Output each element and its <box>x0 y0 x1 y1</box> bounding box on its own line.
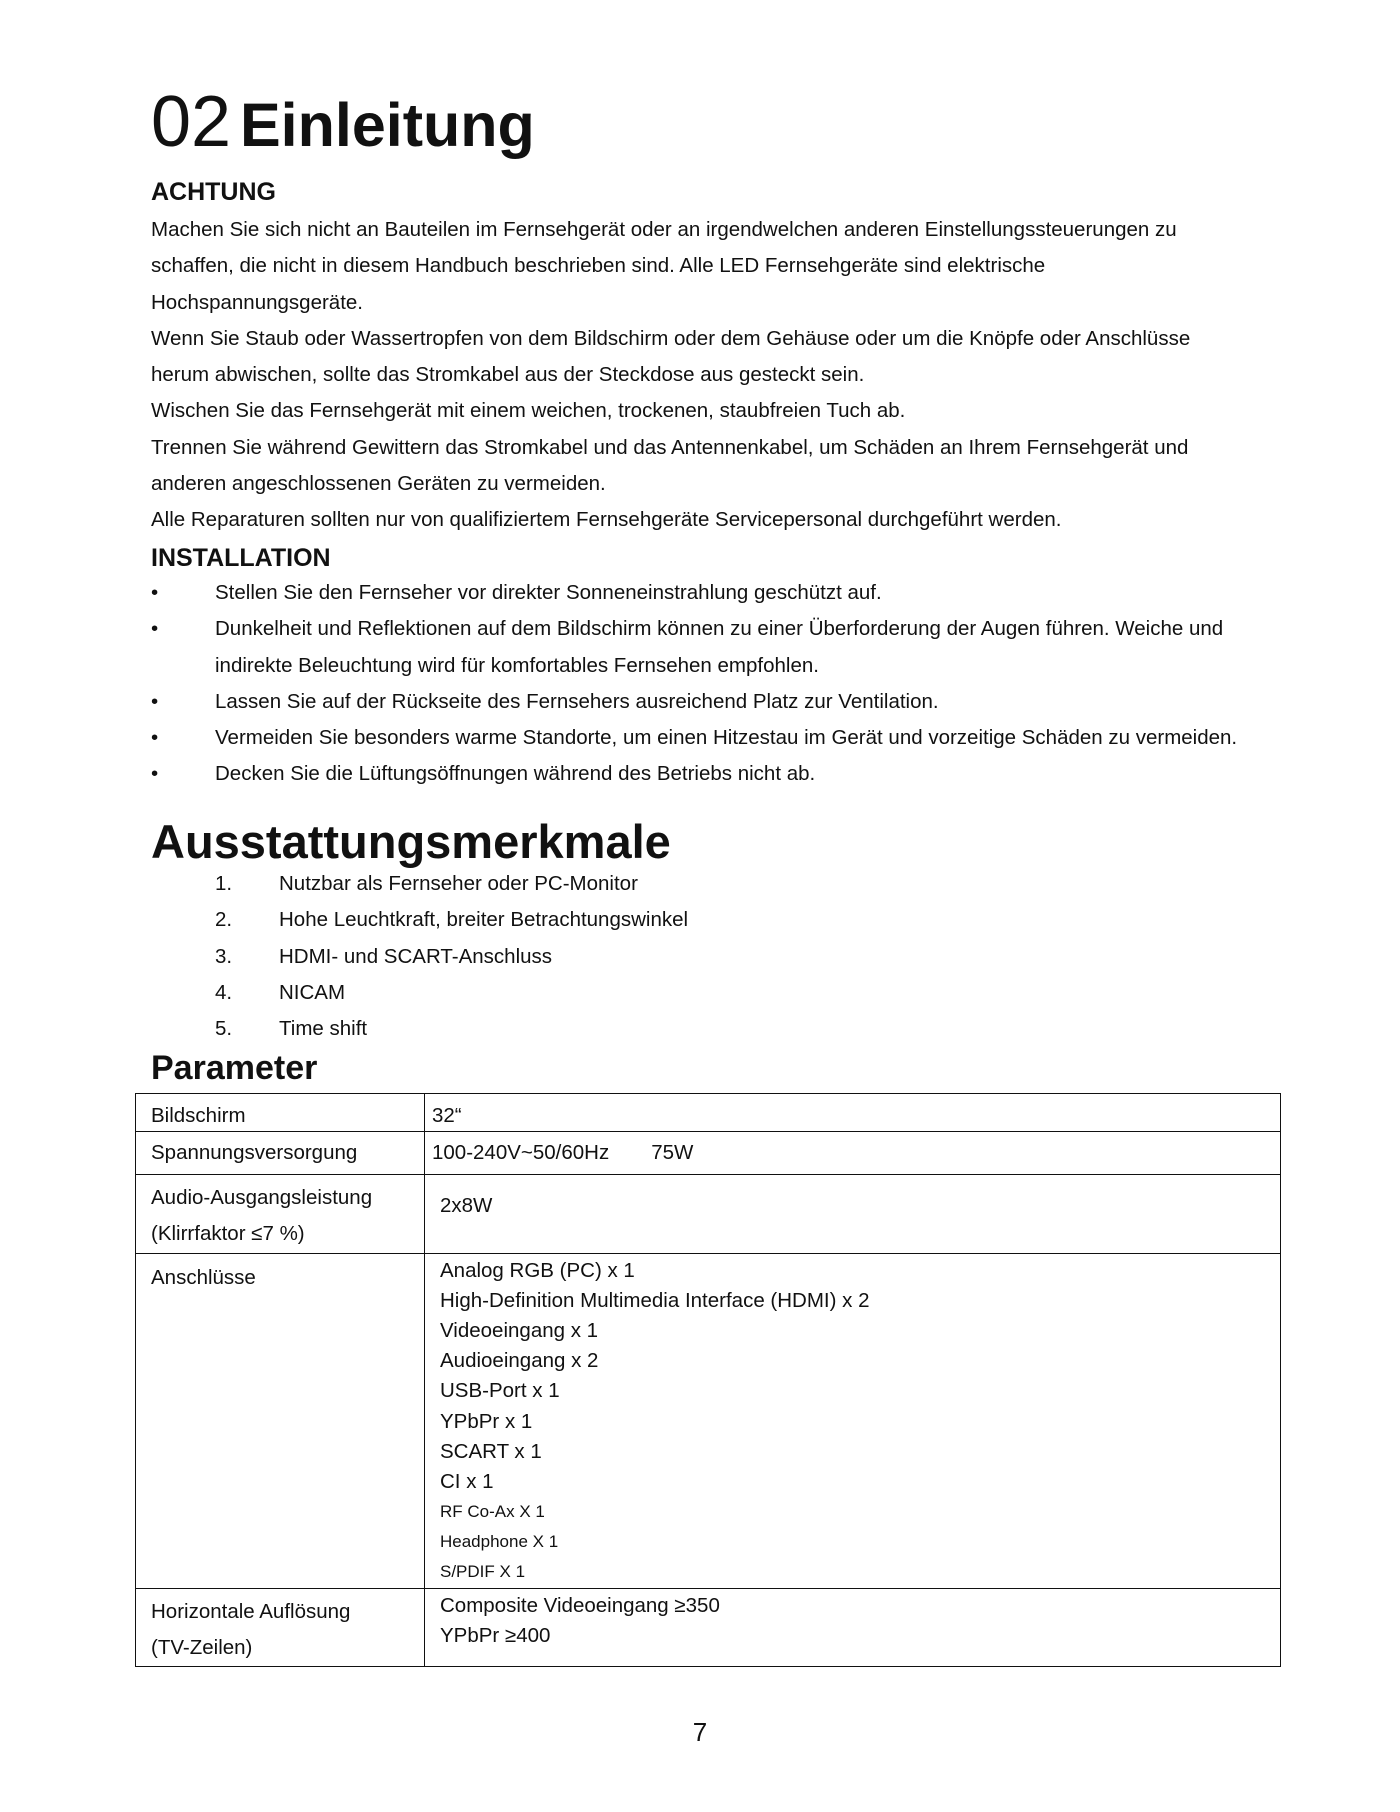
page-number: 7 <box>692 1717 708 1747</box>
parameters-heading: Parameter <box>151 1049 318 1087</box>
list-item <box>151 684 1261 720</box>
table-cell-value <box>425 1588 1281 1667</box>
achtung-text <box>151 212 1251 539</box>
connection-item: SCART x 1 <box>440 1439 542 1463</box>
bullet-icon: • <box>151 617 159 641</box>
installation-list <box>151 575 1261 793</box>
param-value: 2x8W <box>440 1194 493 1217</box>
connection-item: High-Definition Multimedia Interface (HDMI) x 2 <box>440 1288 870 1312</box>
list-item-text: Time shift <box>279 1017 368 1041</box>
installation-heading: INSTALLATION <box>151 544 331 572</box>
list-item <box>215 939 688 975</box>
connection-item: CI x 1 <box>440 1469 494 1493</box>
table-cell-value <box>425 1094 1281 1132</box>
parameters-table <box>135 1093 1281 1667</box>
list-item <box>215 1011 688 1047</box>
achtung-paragraph: Machen Sie sich nicht an Bauteilen im Fernsehgerät oder an irgendwelchen anderen Einstellungssteuerungen zu schaffen, die nicht in diesem Handbuch beschrieben sind. Alle LED Fernsehgeräte sind elektrische Hochspannungsgeräte. <box>151 218 1177 314</box>
table-cell-value <box>425 1253 1281 1588</box>
features-list <box>215 866 688 1047</box>
param-label: Audio-Ausgangsleistung <box>151 1186 373 1209</box>
list-item-number: 5. <box>215 1017 233 1041</box>
table-row <box>136 1175 1281 1254</box>
list-item-text: Hohe Leuchtkraft, breiter Betrachtungswinkel <box>279 908 689 932</box>
achtung-paragraph: Alle Reparaturen sollten nur von qualifiziertem Fernsehgeräte Servicepersonal durchgeführt werden. <box>151 508 1062 532</box>
list-item-text: HDMI- und SCART-Anschluss <box>279 944 553 968</box>
table-cell-label <box>136 1175 425 1254</box>
chapter-heading <box>151 82 535 162</box>
bullet-icon: • <box>151 726 159 750</box>
table-cell-label <box>136 1588 425 1667</box>
list-item-number: 3. <box>215 944 233 968</box>
achtung-heading: ACHTUNG <box>151 178 276 206</box>
list-item-number: 4. <box>215 980 233 1004</box>
list-item-text: Dunkelheit und Reflektionen auf dem Bildschirm können zu einer Überforderung der Augen führen. Weiche und indirekte Beleuchtung wird für komfortables Fernsehen empfohlen. <box>215 617 1224 677</box>
list-item-text: Decken Sie die Lüftungsöffnungen während des Betriebs nicht ab. <box>215 762 816 786</box>
list-item <box>215 902 688 938</box>
table-cell-label <box>136 1132 425 1175</box>
param-value: 32“ <box>432 1104 462 1127</box>
features-heading: Ausstattungsmerkmale <box>151 815 671 868</box>
connection-item: USB-Port x 1 <box>440 1379 560 1403</box>
bullet-icon: • <box>151 689 159 713</box>
connection-item: Headphone X 1 <box>440 1532 559 1552</box>
connection-item: Analog RGB (PC) x 1 <box>440 1258 635 1282</box>
list-item <box>151 720 1261 756</box>
connection-item: S/PDIF X 1 <box>440 1562 526 1582</box>
list-item-number: 1. <box>215 872 233 895</box>
list-item-text: Lassen Sie auf der Rückseite des Fernsehers ausreichend Platz zur Ventilation. <box>215 689 939 713</box>
list-item <box>215 975 688 1011</box>
table-cell-value <box>425 1132 1281 1175</box>
table-cell-label <box>136 1094 425 1132</box>
resolution-item: YPbPr ≥400 <box>440 1623 551 1647</box>
chapter-number: 02 <box>151 82 232 162</box>
param-label: Bildschirm <box>151 1104 246 1127</box>
param-label: Spannungsversorgung <box>151 1141 358 1164</box>
connection-item: Audioeingang x 2 <box>440 1349 599 1373</box>
list-item <box>151 611 1261 684</box>
table-row <box>136 1588 1281 1667</box>
list-item-text: Nutzbar als Fernseher oder PC-Monitor <box>279 872 638 895</box>
list-item <box>151 756 1261 792</box>
chapter-title: Einleitung <box>239 91 535 159</box>
list-item <box>151 575 1261 611</box>
param-label-note: (Klirrfaktor ≤7 %) <box>151 1222 305 1246</box>
bullet-icon: • <box>151 762 159 786</box>
achtung-paragraph: Trennen Sie während Gewittern das Stromkabel und das Antennenkabel, um Schäden an Ihrem Fernsehgerät und anderen angeschlossenen Geräten zu vermeiden. <box>151 435 1189 496</box>
connection-item: RF Co-Ax X 1 <box>440 1502 545 1522</box>
list-item-text: Stellen Sie den Fernseher vor direkter Sonneneinstrahlung geschützt auf. <box>215 581 882 604</box>
param-label-note: (TV-Zeilen) <box>151 1635 253 1659</box>
list-item <box>215 866 688 902</box>
achtung-paragraph: Wischen Sie das Fernsehgerät mit einem weichen, trockenen, staubfreien Tuch ab. <box>151 399 906 423</box>
param-label: Horizontale Auflösung <box>151 1599 351 1623</box>
bullet-icon: • <box>151 581 159 604</box>
connection-item: Videoeingang x 1 <box>440 1318 599 1342</box>
list-item-number: 2. <box>215 908 233 932</box>
param-value-voltage: 100-240V~50/60Hz <box>432 1141 610 1164</box>
param-label: Anschlüsse <box>151 1265 256 1289</box>
table-cell-value <box>425 1175 1281 1254</box>
table-row <box>136 1132 1281 1175</box>
table-row <box>136 1094 1281 1132</box>
resolution-item: Composite Videoeingang ≥350 <box>440 1593 720 1617</box>
achtung-paragraph: Wenn Sie Staub oder Wassertropfen von dem Bildschirm oder dem Gehäuse oder um die Knöpfe oder Anschlüsse herum abwischen, sollte das Stromkabel aus der Steckdose aus gesteckt sein. <box>151 326 1191 387</box>
table-cell-label <box>136 1253 425 1588</box>
connection-item: YPbPr x 1 <box>440 1409 533 1433</box>
table-row <box>136 1253 1281 1588</box>
list-item-text: Vermeiden Sie besonders warme Standorte, um einen Hitzestau im Gerät und vorzeitige Schäden zu vermeiden. <box>215 726 1238 750</box>
param-value-watt: 75W <box>651 1141 694 1164</box>
list-item-text: NICAM <box>279 980 346 1004</box>
